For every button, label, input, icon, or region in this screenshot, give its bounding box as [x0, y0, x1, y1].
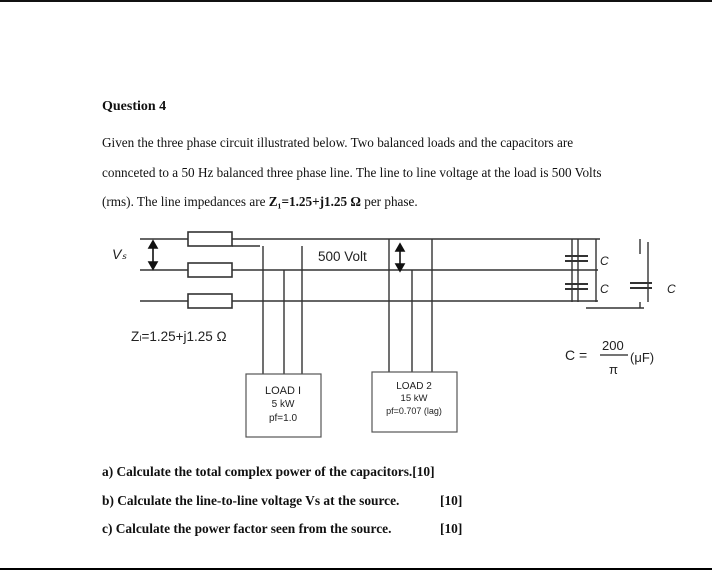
load-2-name: LOAD 2 [396, 381, 432, 392]
load-voltage-label: 500 Volt [318, 249, 367, 264]
cap-formula-denominator: π [609, 362, 618, 377]
question-part-c [102, 521, 463, 537]
load-2-pf: pf=0.707 (lag) [386, 406, 442, 416]
circuit-diagram [0, 2, 712, 570]
question-part-a [102, 464, 435, 480]
part-b-mark: [10] [440, 493, 463, 508]
capacitor-label-1: C [600, 254, 609, 268]
capacitor-label-3: C [667, 282, 676, 296]
source-voltage-label: Vₛ [112, 246, 127, 262]
cap-formula-lhs: C = [565, 347, 588, 363]
load-voltage-arrow [396, 244, 404, 271]
load-1-name: LOAD I [264, 385, 302, 397]
line-impedance-a [188, 232, 232, 246]
cap-formula-numerator: 200 [602, 338, 624, 353]
statement-line-1: Given the three phase circuit illustrated below. Two balanced loads and the capacitors are [102, 135, 574, 150]
part-b-text: b) Calculate the line-to-line voltage Vs at the source. [102, 493, 400, 508]
statement-line-3-pre: (rms). The line impedances are [102, 194, 269, 209]
capacitor-label-2: C [600, 282, 609, 296]
part-c-mark: [10] [440, 521, 463, 536]
part-a-mark: [10] [412, 464, 435, 479]
load-2-power: 15 kW [400, 393, 428, 404]
statement-line-2: connceted to a 50 Hz balanced three phase line. The line to line voltage at the load is 500 Volts [102, 164, 602, 180]
question-title: Question 4 [102, 99, 167, 114]
impedance-label: Zₗ=1.25+j1.25 Ω [131, 329, 227, 344]
part-c-text: c) Calculate the power factor seen from the source. [102, 521, 392, 536]
load-1-pf: pf=1.0 [268, 413, 298, 424]
line-impedance-b [188, 263, 232, 277]
part-a-text: a) Calculate the total complex power of the capacitors. [102, 464, 413, 479]
line-impedance-c [188, 294, 232, 308]
cap-formula-unit: (μF) [630, 350, 655, 365]
statement-line-3-post: per phase. [360, 194, 418, 209]
load-1-power: 5 kW [271, 399, 295, 410]
source-voltage-arrow [149, 241, 157, 269]
line-impedance-value: Z₁=1.25+j1.25 Ω [268, 194, 361, 209]
question-part-b [102, 493, 463, 509]
